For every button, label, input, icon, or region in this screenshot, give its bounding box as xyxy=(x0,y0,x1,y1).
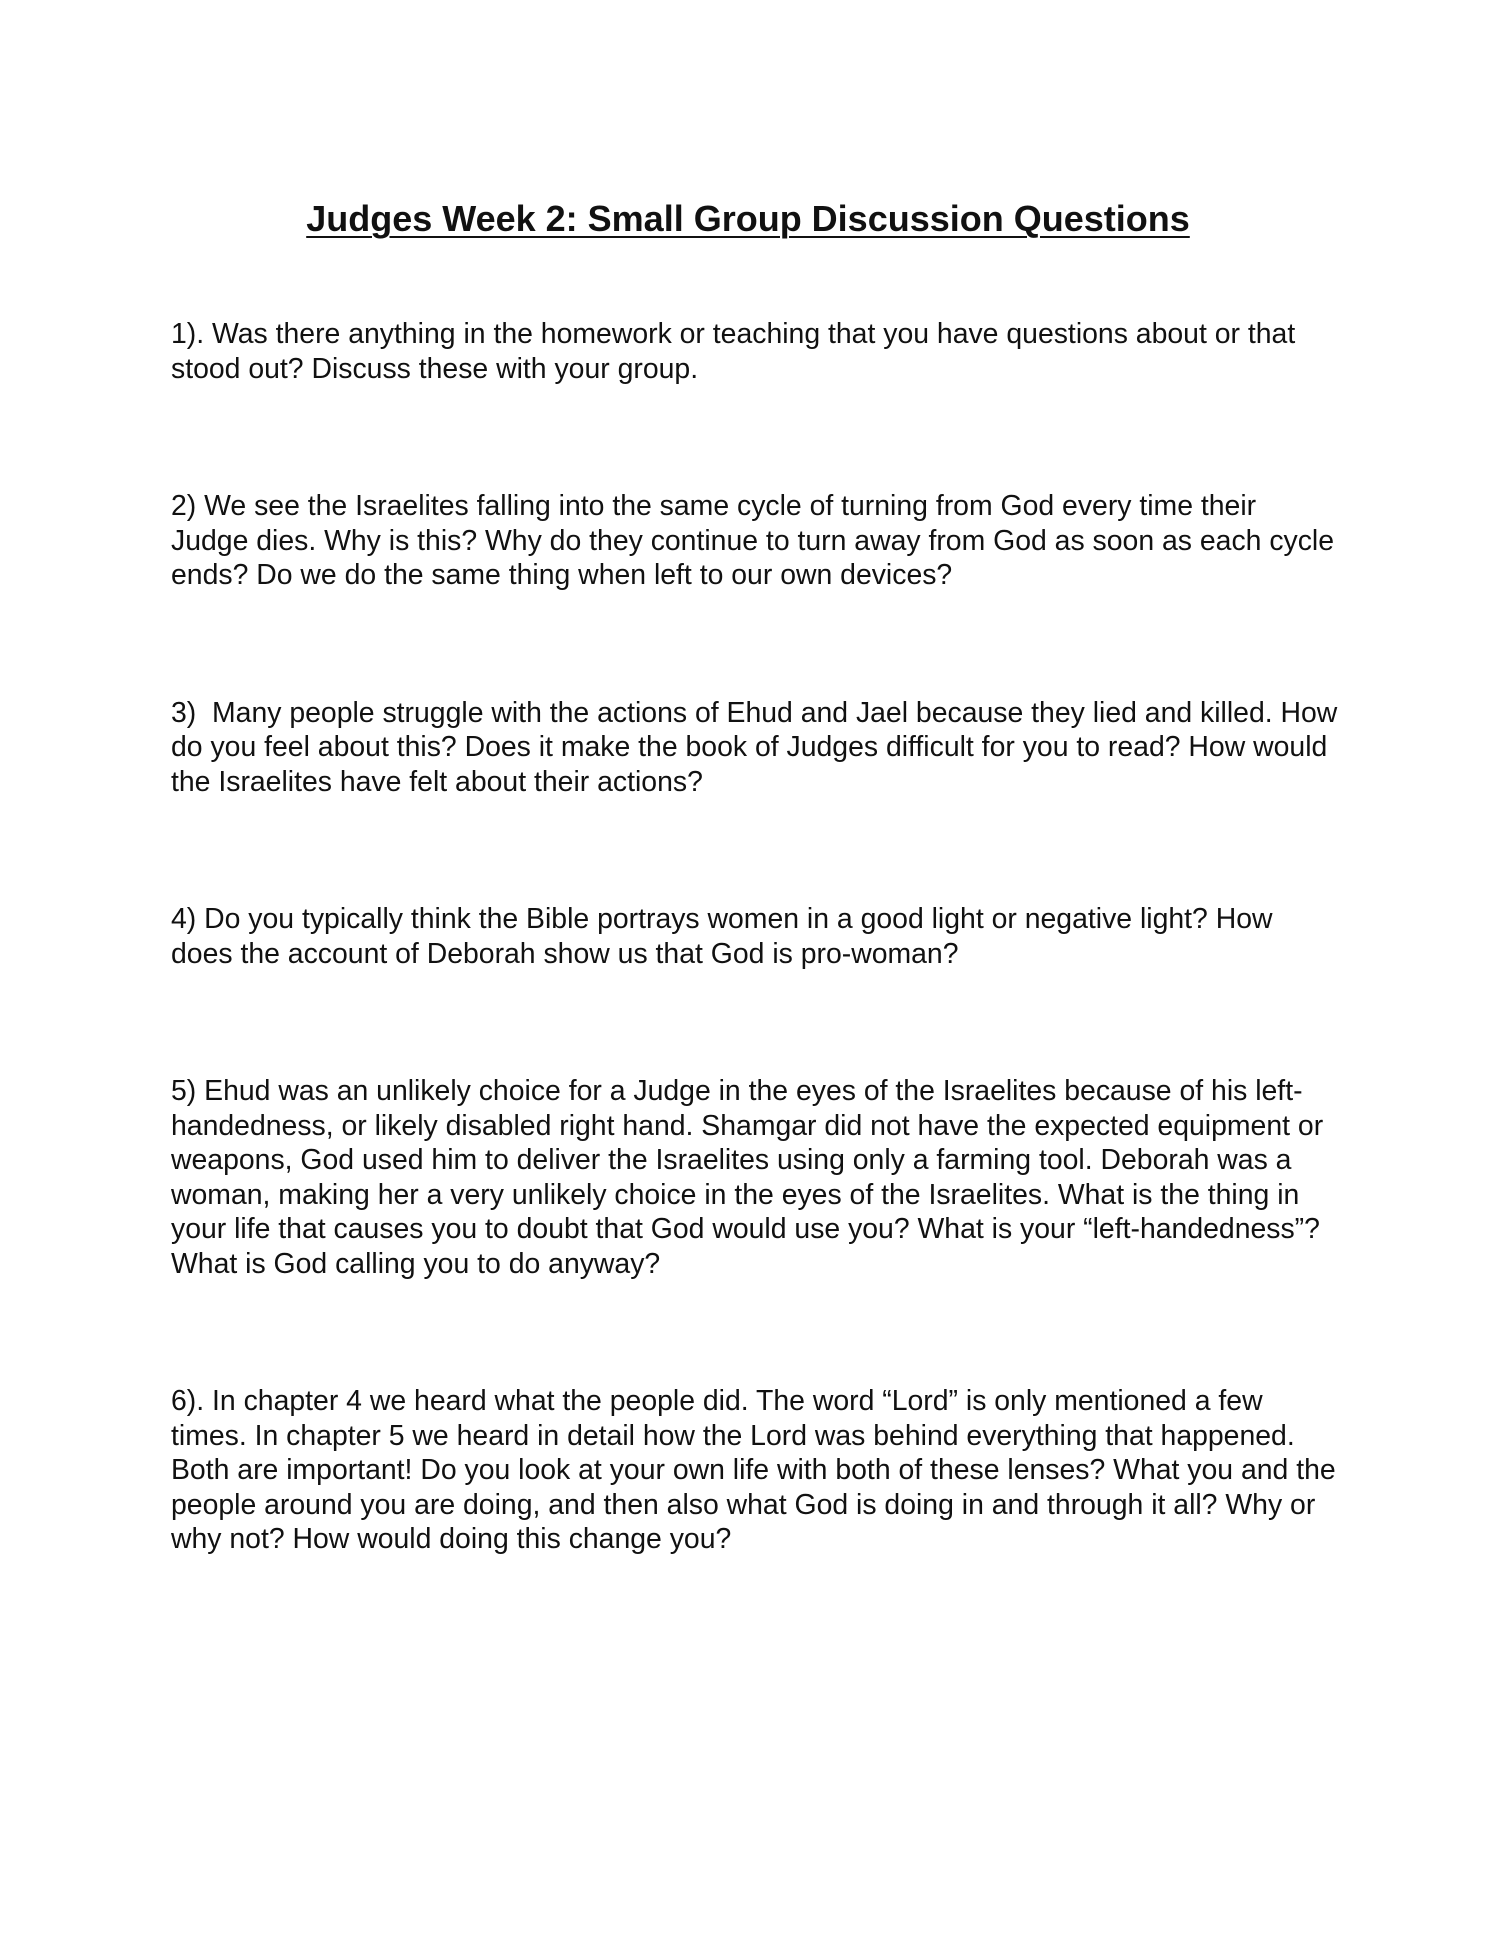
question-2: 2) We see the Israelites falling into the same cycle of turning from God every time their Judge dies. Why is this? Why do they continue to turn away from God as soon as each cycle ends? Do we do the same thing when left to our own devices? xyxy=(171,490,1342,591)
page-title: Judges Week 2: Small Group Discussion Questions xyxy=(306,198,1190,239)
question-1: 1). Was there anything in the homework or teaching that you have questions about or that stood out? Discuss these with your group. xyxy=(171,318,1304,385)
question-5: 5) Ehud was an unlikely choice for a Judge in the eyes of the Israelites because of his left-handedness, or likely disabled right hand. Shamgar did not have the expected equipment or weapons, God used him to deliver the Israelites using only a farming tool. Deborah was a woman, making her a very unlikely choice in the eyes of the Israelites. What is the thing in your life that causes you to doubt that God would use you? What is your “left-handedness”? What is God calling you to do anyway? xyxy=(171,1075,1336,1280)
question-3: 3) Many people struggle with the actions of Ehud and Jael because they lied and killed. How do you feel about this? Does it make the book of Judges difficult for you to read? How would the Israelites have felt about their actions? xyxy=(171,696,1346,798)
question-list xyxy=(171,317,1346,1660)
question-6: 6). In chapter 4 we heard what the people did. The word “Lord” is only mentioned a few times. In chapter 5 we heard in detail how the Lord was behind everything that happened. Both are important! Do you look at your own life with both of these lenses? What you and the people around you are doing, and then also what God is doing in and through it all? Why or why not? How would doing this change you? xyxy=(171,1385,1344,1555)
question-4: 4) Do you typically think the Bible portrays women in a good light or negative light? How does the account of Deborah show us that God is pro-woman? xyxy=(171,903,1281,970)
